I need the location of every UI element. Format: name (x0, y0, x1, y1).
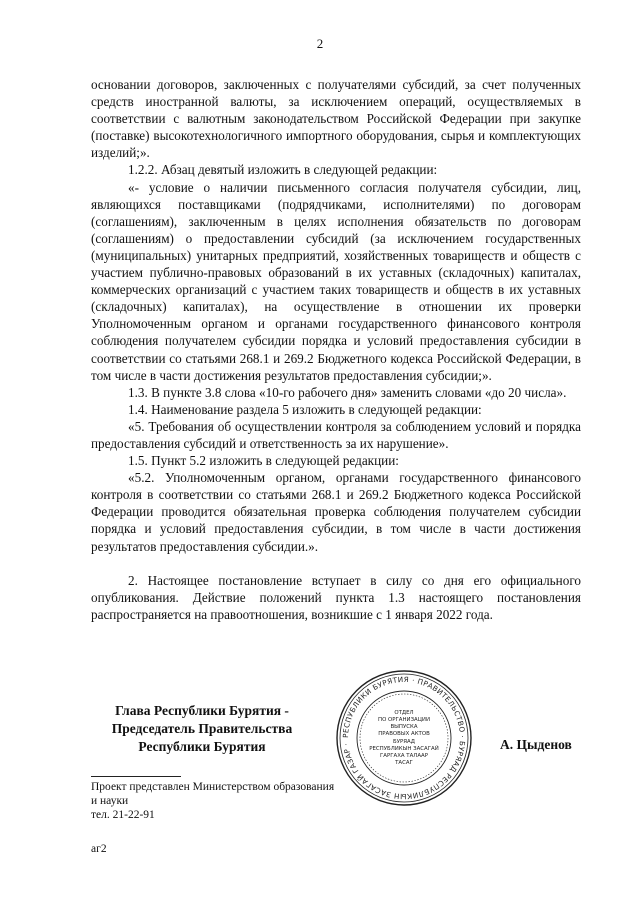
seal-center-line: ПРАВОВЫХ АКТОВ (378, 731, 430, 737)
paragraph-1-5: 1.5. Пункт 5.2 изложить в следующей редакции: (128, 453, 399, 469)
footnote-line: и науки (91, 795, 129, 807)
signatory-title-line: Председатель Правительства (111, 721, 293, 736)
footnote-line: тел. 21-22-91 (91, 809, 155, 821)
document-code: аг2 (91, 843, 107, 855)
paragraph-1-2-2: 1.2.2. Абзац девятый изложить в следующей редакции: (128, 162, 438, 178)
paragraph-5-2-quote: «5.2. Уполномоченным органом, органами государственного финансового контроля в соответствии со статьями 268.1 и 269.2 Бюджетного кодекса Российской Федерации проводится обязательная проверка соблюдения получателем субсидии порядка и условий предоставления субсидии, в том числе в части достижения результатов предоставления субсидии.». (91, 470, 581, 554)
paragraph-condition-quote: «- условие о наличии письменного согласия получателя субсидии, лиц, являющихся поставщиками (подрядчиками, исполнителями) по договорам (соглашениям), заключенным в целях исполнения обязательств по договорам (соглашениям) о предоставлении субсидий (за исключением государственных (муниципальных) унитарных предприятий, хозяйственных товариществ и обществ с участием публично-правовых образований в их уставных (складочных) капиталах, коммерческих организаций с участием таких товариществ и обществ в их уставных (складочных) капиталах), на осуществление в отношении их проверки Уполномоченным органом и органами государственного финансового контроля соблюдения получателем субсидии порядка и условий предоставления субсидии в соответствии со статьями 268.1 и 269.2 Бюджетного кодекса Российской Федерации, в том числе в части достижения результатов предоставления субсидии;». (91, 179, 581, 383)
footnote-rule (91, 776, 181, 777)
paragraph-2-effective: 2. Настоящее постановление вступает в силу со дня его официального опубликования. Действие положений пункта 1.3 настоящего постановления распространяется на правоотношения, возникшие с 1 января 2022 года. (91, 572, 581, 622)
signatory-name: А. Цыденов (500, 737, 572, 752)
signatory-title-line: Глава Республики Бурятия - (115, 703, 289, 718)
seal-outer-ring: РЕСПУБЛИКИ БУРЯТИЯ · ПРАВИТЕЛЬСТВО · БУРЯАД РЕСПУБЛИКЫН ЗАСАГАЙ ГАЗАР · (340, 674, 468, 802)
seal-center-line: ТАСАГ (395, 760, 413, 766)
paragraph-continuation: основании договоров, заключенных с получателями субсидий, за счет полученных средств иностранной валюты, за исключением операций, осуществляемых в соответствии с валютным законодательством Российской Федерации при закупке (поставке) высокотехнологичного импортного оборудования, сырья и комплектующих изделий;». (91, 77, 581, 161)
paragraph-1-4: 1.4. Наименование раздела 5 изложить в следующей редакции: (128, 401, 482, 417)
seal-center-line: ОТДЕЛ (394, 710, 414, 716)
paragraph-1-3: 1.3. В пункте 3.8 слова «10-го рабочего дня» заменить словами «до 20 числа». (128, 384, 567, 400)
seal-center-line: ПО ОРГАНИЗАЦИИ (378, 717, 430, 723)
seal-center-line: ВЫПУСКА (390, 724, 418, 730)
body-text (91, 76, 581, 623)
seal-center-line: БУРЯАД (393, 739, 415, 745)
seal-center-line: РЕСПУБЛИКЫН ЗАСАГАЙ (369, 746, 439, 752)
seal-center-line: ГАРГАХА ТАЛААР (380, 753, 428, 759)
footnote-line: Проект представлен Министерством образования (91, 781, 335, 793)
page-number: 2 (316, 36, 324, 51)
signatory-title (92, 702, 312, 756)
footnote (91, 780, 391, 822)
paragraph-section-5-title: «5. Требования об осуществлении контроля за соблюдением условий и порядка предоставления субсидий и ответственность за их нарушение». (91, 418, 581, 451)
signatory-title-line: Республики Бурятия (138, 739, 266, 754)
